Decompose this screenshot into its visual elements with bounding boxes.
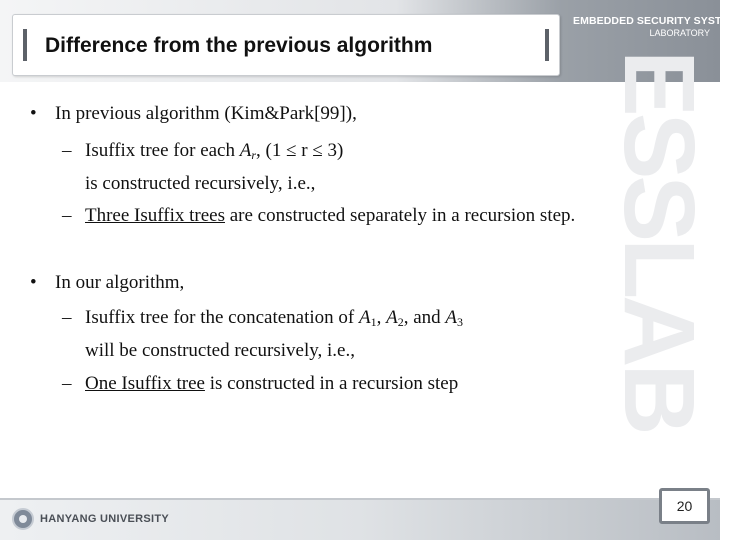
text-segment: , (1 ≤ r ≤ 3) bbox=[256, 140, 344, 161]
bullet-marker: • bbox=[30, 103, 37, 124]
variable-subscript: 2 bbox=[397, 315, 404, 329]
bullet-2-sub-1-cont: will be constructed recursively, i.e., bbox=[85, 340, 355, 361]
page-number-box bbox=[659, 488, 710, 524]
underlined-text: Three Isuffix trees bbox=[85, 205, 225, 226]
page-title: Difference from the previous algorithm bbox=[45, 34, 433, 57]
variable-subscript: 1 bbox=[370, 315, 377, 329]
text-segment: is constructed in a recursion step bbox=[204, 373, 459, 394]
dash-marker: – bbox=[62, 307, 72, 328]
bullet-2-sub-2 bbox=[85, 373, 458, 395]
bullet-1-sub-1 bbox=[85, 140, 343, 163]
bullet-2-sub-1 bbox=[85, 307, 463, 330]
text-segment: , and bbox=[403, 307, 446, 328]
dash-marker: – bbox=[62, 140, 72, 161]
lab-subtitle: LABORATORY bbox=[649, 28, 710, 38]
bullet-2-text: In our algorithm, bbox=[55, 272, 185, 293]
variable-subscript: r bbox=[251, 148, 257, 162]
bullet-1-sub-1-cont: is constructed recursively, i.e., bbox=[85, 173, 316, 194]
bullet-1-text: In previous algorithm (Kim&Park[99]), bbox=[55, 103, 357, 124]
footer bbox=[0, 498, 720, 540]
variable: A bbox=[358, 307, 371, 328]
text-segment: , bbox=[376, 307, 387, 328]
watermark-text: ESSLAB bbox=[603, 50, 715, 432]
bullet-1-sub-2 bbox=[85, 205, 575, 227]
footer-divider bbox=[0, 498, 720, 500]
variable: A bbox=[386, 307, 398, 328]
dash-marker: – bbox=[62, 373, 72, 394]
variable-subscript: 3 bbox=[457, 315, 463, 329]
variable: A bbox=[239, 140, 252, 161]
page-number: 20 bbox=[676, 498, 693, 514]
university-logo-icon bbox=[12, 508, 34, 530]
dash-marker: – bbox=[62, 205, 72, 226]
university-name: HANYANG UNIVERSITY bbox=[40, 513, 170, 525]
text-segment: Isuffix tree for each bbox=[85, 140, 240, 161]
variable: A bbox=[445, 307, 457, 328]
bullet-marker: • bbox=[30, 272, 37, 293]
underlined-text: One Isuffix tree bbox=[85, 373, 205, 394]
lab-title: EMBEDDED SECURITY SYSTEM bbox=[573, 15, 737, 27]
text-segment: are constructed separately in a recursion step. bbox=[224, 205, 576, 226]
text-segment: Isuffix tree for the concatenation of bbox=[85, 307, 359, 328]
